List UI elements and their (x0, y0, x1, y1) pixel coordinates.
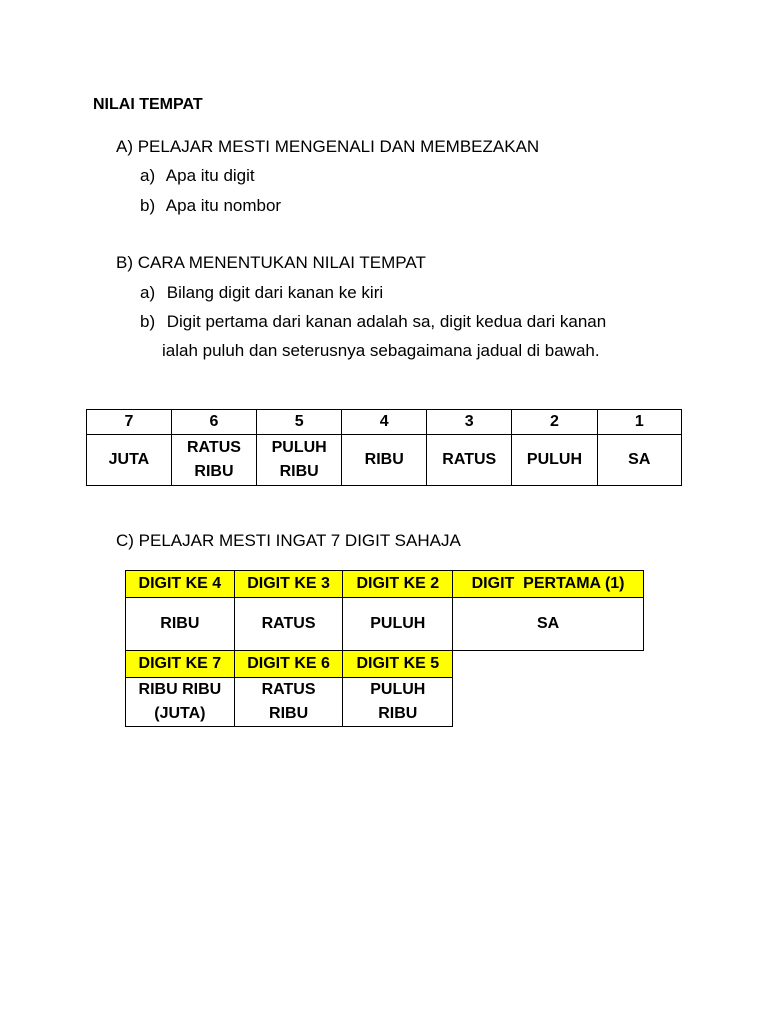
table-header-cell: DIGIT KE 4 (126, 571, 235, 598)
cell-line: RATUS (442, 451, 497, 468)
cell-line: RIBU (269, 705, 309, 722)
cell-line: RIBU (364, 451, 404, 468)
section-b-heading: B) CARA MENENTUKAN NILAI TEMPAT (116, 253, 426, 272)
table-cell: 7 (87, 410, 172, 435)
table-cell: 2 (512, 410, 597, 435)
item-marker: a) (140, 283, 156, 302)
table-header-cell: DIGIT KE 2 (343, 571, 453, 598)
table-cell: 5 (257, 410, 342, 435)
item-text: Apa itu nombor (165, 196, 282, 215)
table-header-cell: DIGIT KE 3 (234, 571, 343, 598)
table-cell (427, 435, 512, 486)
section-a-item-2 (140, 196, 281, 216)
table-row (126, 598, 644, 651)
table-header-cell: DIGIT KE 5 (343, 651, 453, 678)
section-a-heading: A) PELAJAR MESTI MENGENALI DAN MEMBEZAKAN (116, 137, 540, 156)
table-cell: 6 (171, 410, 256, 435)
table-cell (597, 435, 681, 486)
section-a-item-1 (140, 166, 255, 186)
table-cell (343, 678, 453, 727)
page-title: NILAI TEMPAT (93, 96, 203, 113)
table-cell (342, 435, 427, 486)
empty-cell (453, 651, 644, 678)
table-cell (512, 435, 597, 486)
table-cell: RATUS (234, 598, 343, 651)
cell-line: RIBU (279, 463, 319, 480)
section-b-item-2-continuation: ialah puluh dan seterusnya sebagaimana jadual di bawah. (162, 341, 600, 360)
table-row (126, 678, 644, 727)
table-cell (126, 678, 235, 727)
cell-line: PULUH (526, 451, 582, 468)
table-cell: RIBU (126, 598, 235, 651)
table-cell: 4 (342, 410, 427, 435)
table-header-cell: DIGIT PERTAMA (1) (453, 571, 644, 598)
cell-line: PULUH (370, 681, 426, 698)
cell-line: RATUS (187, 439, 241, 456)
item-text: Apa itu digit (165, 166, 255, 185)
table-row (126, 571, 644, 598)
table-row (126, 651, 644, 678)
table-cell: SA (453, 598, 644, 651)
cell-line: JUTA (108, 451, 150, 468)
table-header-cell: DIGIT KE 7 (126, 651, 235, 678)
item-text: Bilang digit dari kanan ke kiri (166, 283, 384, 302)
item-marker: b) (140, 196, 156, 215)
table-cell (171, 435, 256, 486)
item-marker: a) (140, 166, 156, 185)
cell-line: RIBU (378, 705, 418, 722)
item-text: Digit pertama dari kanan adalah sa, digit kedua dari kanan (166, 312, 607, 331)
cell-line: PULUH (271, 439, 327, 456)
table-row (87, 435, 682, 486)
table-cell: PULUH (343, 598, 453, 651)
section-c-heading: C) PELAJAR MESTI INGAT 7 DIGIT SAHAJA (116, 531, 461, 550)
cell-line: SA (628, 451, 651, 468)
section-b-item-1 (140, 283, 383, 303)
cell-line: RIBU (194, 463, 234, 480)
table-cell (257, 435, 342, 486)
digit-table (125, 570, 644, 727)
cell-line: (JUTA) (154, 705, 206, 722)
section-b-item-2 (140, 312, 606, 332)
empty-cell (453, 678, 644, 727)
place-value-table (86, 409, 682, 486)
cell-line: RATUS (261, 681, 316, 698)
table-cell: 3 (427, 410, 512, 435)
item-marker: b) (140, 312, 156, 331)
cell-line: RIBU RIBU (138, 681, 222, 698)
table-header-cell: DIGIT KE 6 (234, 651, 343, 678)
table-cell (234, 678, 343, 727)
table-row (87, 410, 682, 435)
table-cell: 1 (597, 410, 681, 435)
table-cell (87, 435, 172, 486)
